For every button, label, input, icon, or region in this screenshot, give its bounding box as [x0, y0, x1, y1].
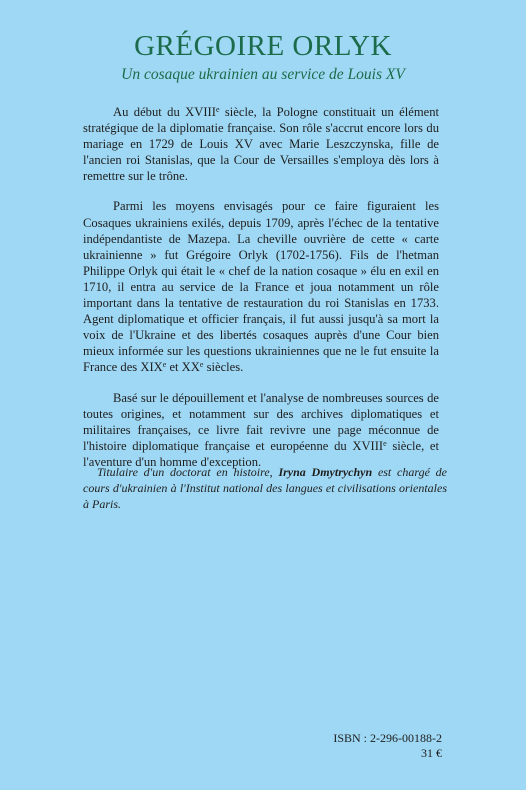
price: 31 €: [421, 746, 442, 760]
blurb: [83, 104, 439, 484]
text-segment: siècles.: [203, 360, 244, 375]
text-segment: Au début du XVIII: [113, 105, 216, 119]
blurb-paragraph-3: [83, 390, 439, 470]
author-bio: [83, 464, 447, 512]
isbn-block: [300, 731, 442, 761]
text-segment: Basé sur le dépouillement et l'analyse de nombreuses sources de toutes origines, et notamment sur des archives diplomatiques et militaires françaises, ce livre fait revivre une page méconnue de l'histoire diplomatique française et européenne du XVIII: [83, 390, 439, 453]
book-subtitle: Un cosaque ukrainien au service de Louis XV: [121, 66, 405, 83]
text-segment: siècle, la Pologne constituait un élément stratégique de la diplomatie française. Son rôle s'accrut encore lors du mariage en 1729 de Louis XV avec Marie Leszczynska, fille de l'ancien roi Stanislas, que la Cour de Versailles s'employa dès lors à remettre sur le trône.: [83, 105, 439, 184]
bio-text: Titulaire d'un doctorat en histoire,: [97, 465, 279, 479]
text-segment: Parmi les moyens envisagés pour ce faire figuraient les Cosaques ukrainiens exilés, depuis 1709, après l'échec de la tentative indépendantiste de Mazepa. La cheville ouvrière de cette « carte ukrainienne » fut Grégoire Orlyk (1702-1756). Fils de l'hetman Philippe Orlyk qui était le « chef de la nation cosaque » élu en exil en 1710, il entra au service de la France et joua notamment un rôle important dans la tentative de restauration du roi Stanislas en 1733. Agent diplomatique et officier français, il fut aussi jusqu'à sa mort la voix de l'Ukraine et des libertés cosaques auprès d'une Cour bien mieux informée sur les questions ukrainiennes que ne le fut ensuite la France des XIX: [83, 199, 439, 375]
book-title: GRÉGOIRE ORLYK: [134, 30, 392, 62]
blurb-paragraph-1: [83, 104, 439, 184]
superscript: e: [215, 105, 220, 114]
superscript: e: [383, 438, 387, 448]
isbn: ISBN : 2-296-00188-2: [333, 731, 442, 745]
superscript: e: [199, 360, 204, 370]
blurb-paragraph-2: [83, 198, 439, 375]
author-name: Iryna Dmytrychyn: [278, 465, 373, 479]
text-segment: et XX: [166, 360, 200, 375]
bio-text: est chargé de cours d'ukrainien à l'Institut national des langues et civilisations orientales à Paris.: [83, 465, 447, 511]
superscript: e: [162, 360, 167, 370]
text-segment: siècle, et l'aventure d'un homme d'exception.: [83, 438, 440, 469]
